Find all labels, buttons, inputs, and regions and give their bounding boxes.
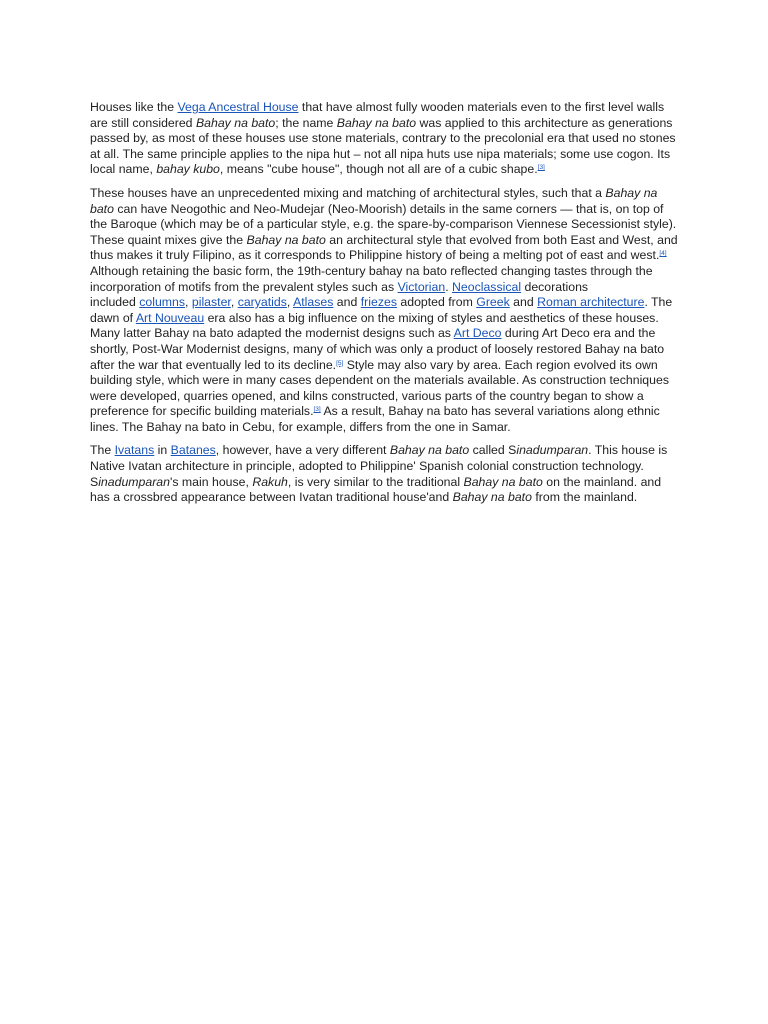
text: and [333, 295, 361, 310]
citation-3[interactable]: [3] [313, 406, 321, 414]
text: As a result, Bahay na bato has several variations along ethnic lines. The Bahay na bato in Cebu, for example, differs from the one in Samar. [90, 404, 660, 434]
text: during Art Deco era and the shortly, Post-War Modernist designs, many of which was only a product of loosely restored Bahay na bato after the war that eventually led to its decline. [90, 326, 665, 372]
citation-4[interactable]: [4] [659, 250, 667, 258]
paragraph-ivatans [90, 443, 680, 505]
text: an architectural style that evolved from both East and West, and thus makes it truly Filipino, as it corresponds to Philippine history of being a melting pot of east and west. [90, 232, 678, 263]
link-friezes[interactable]: friezes [360, 295, 397, 310]
text: in [154, 443, 171, 458]
link-roman-architecture[interactable]: Roman architecture [537, 295, 645, 310]
link-greek[interactable]: Greek [476, 295, 510, 310]
text: era also has a big influence on the mixing of styles and aesthetics of these houses. Many latter Bahay na bato adapted the modernist designs such as [90, 310, 659, 341]
text: can have Neogothic and Neo-Mudejar (Neo-Moorish) details in the same corners — that is, on top of the Baroque (which may be of a particular style, e.g. the spare-by-comparison Viennese Secessionist style). These quaint mixes give the [90, 201, 677, 247]
link-pilaster[interactable]: pilaster [191, 295, 231, 310]
link-victorian[interactable]: Victorian [397, 279, 446, 294]
link-atlases[interactable]: Atlases [293, 295, 334, 310]
italic-term: Rakuh [252, 474, 288, 489]
italic-term: inadumparan [516, 443, 589, 458]
italic-term: Bahay na bato [90, 185, 658, 216]
text: , [185, 295, 192, 310]
link-batanes[interactable]: Batanes [170, 443, 216, 458]
text: called S [469, 443, 517, 458]
citation-3[interactable]: [3] [537, 164, 545, 172]
italic-term: Bahay na bato [463, 474, 543, 489]
text: , [286, 295, 294, 310]
text: ; the name [275, 115, 337, 130]
text: . This house is Native Ivatan architecture in principle, adopted to Philippine' Spanish colonial construction technology. S [90, 443, 668, 489]
paragraph-vega-house [90, 100, 680, 178]
text: , however, have a very different [215, 443, 390, 458]
text: . [445, 279, 453, 294]
italic-term: inadumparan [98, 474, 170, 489]
link-ivatans[interactable]: Ivatans [114, 443, 155, 458]
italic-term: bahay kubo [156, 162, 220, 177]
text: . The dawn of [90, 295, 673, 325]
text: was applied to this architecture as generations passed by, as most of these houses use stone materials, contrary to the precolonial era that used no stones at all. The same principle applies to the nipa hut – not all nipa huts use nipa materials; some use cogon. Its local name, [90, 115, 676, 177]
text: These houses have an unprecedented mixing and matching of architectural styles, such that a [90, 185, 606, 200]
text: , means "cube house", though not all are of a cubic shape. [219, 162, 538, 177]
link-art-deco[interactable]: Art Deco [453, 326, 502, 341]
link-vega-ancestral-house[interactable]: Vega Ancestral House [177, 100, 299, 114]
link-art-nouveau[interactable]: Art Nouveau [135, 310, 205, 325]
text: , is very similar to the traditional [287, 474, 464, 489]
text: from the mainland. [531, 490, 638, 505]
citation-5[interactable]: [5] [336, 359, 344, 367]
paragraph-styles [90, 186, 680, 436]
italic-term: Bahay na bato [452, 490, 532, 505]
text: , [230, 295, 238, 310]
text: on the mainland. and has a crossbred appearance between Ivatan traditional house'and [90, 474, 662, 505]
italic-term: Bahay na bato [246, 232, 326, 247]
text: Although retaining the basic form, the 19th-century bahay na bato reflected changing tastes through the incorporation of motifs from the prevalent styles such as [90, 263, 653, 294]
text: that have almost fully wooden materials even to the first level walls are still considered [90, 100, 665, 130]
text: 's main house, [170, 474, 253, 489]
text: included [90, 295, 140, 310]
text: Style may also vary by area. Each region evolved its own building style, which were in many cases dependent on the materials available. As construction techniques were developed, quarries opened, and kilns constructed, various parts of the country began to show a preference for specific building materials. [90, 357, 669, 419]
text: Houses like the [90, 100, 178, 114]
italic-term: Bahay na bato [389, 443, 470, 458]
text: and [509, 295, 538, 310]
italic-term: Bahay na bato [195, 115, 276, 130]
text: decorations [521, 279, 589, 294]
italic-term: Bahay na bato [336, 115, 417, 130]
text: adopted from [396, 295, 477, 310]
link-neoclassical[interactable]: Neoclassical [452, 279, 522, 294]
article-body [90, 100, 680, 514]
link-caryatids[interactable]: caryatids [237, 295, 287, 310]
link-columns[interactable]: columns [139, 295, 186, 310]
text: The [90, 443, 115, 458]
